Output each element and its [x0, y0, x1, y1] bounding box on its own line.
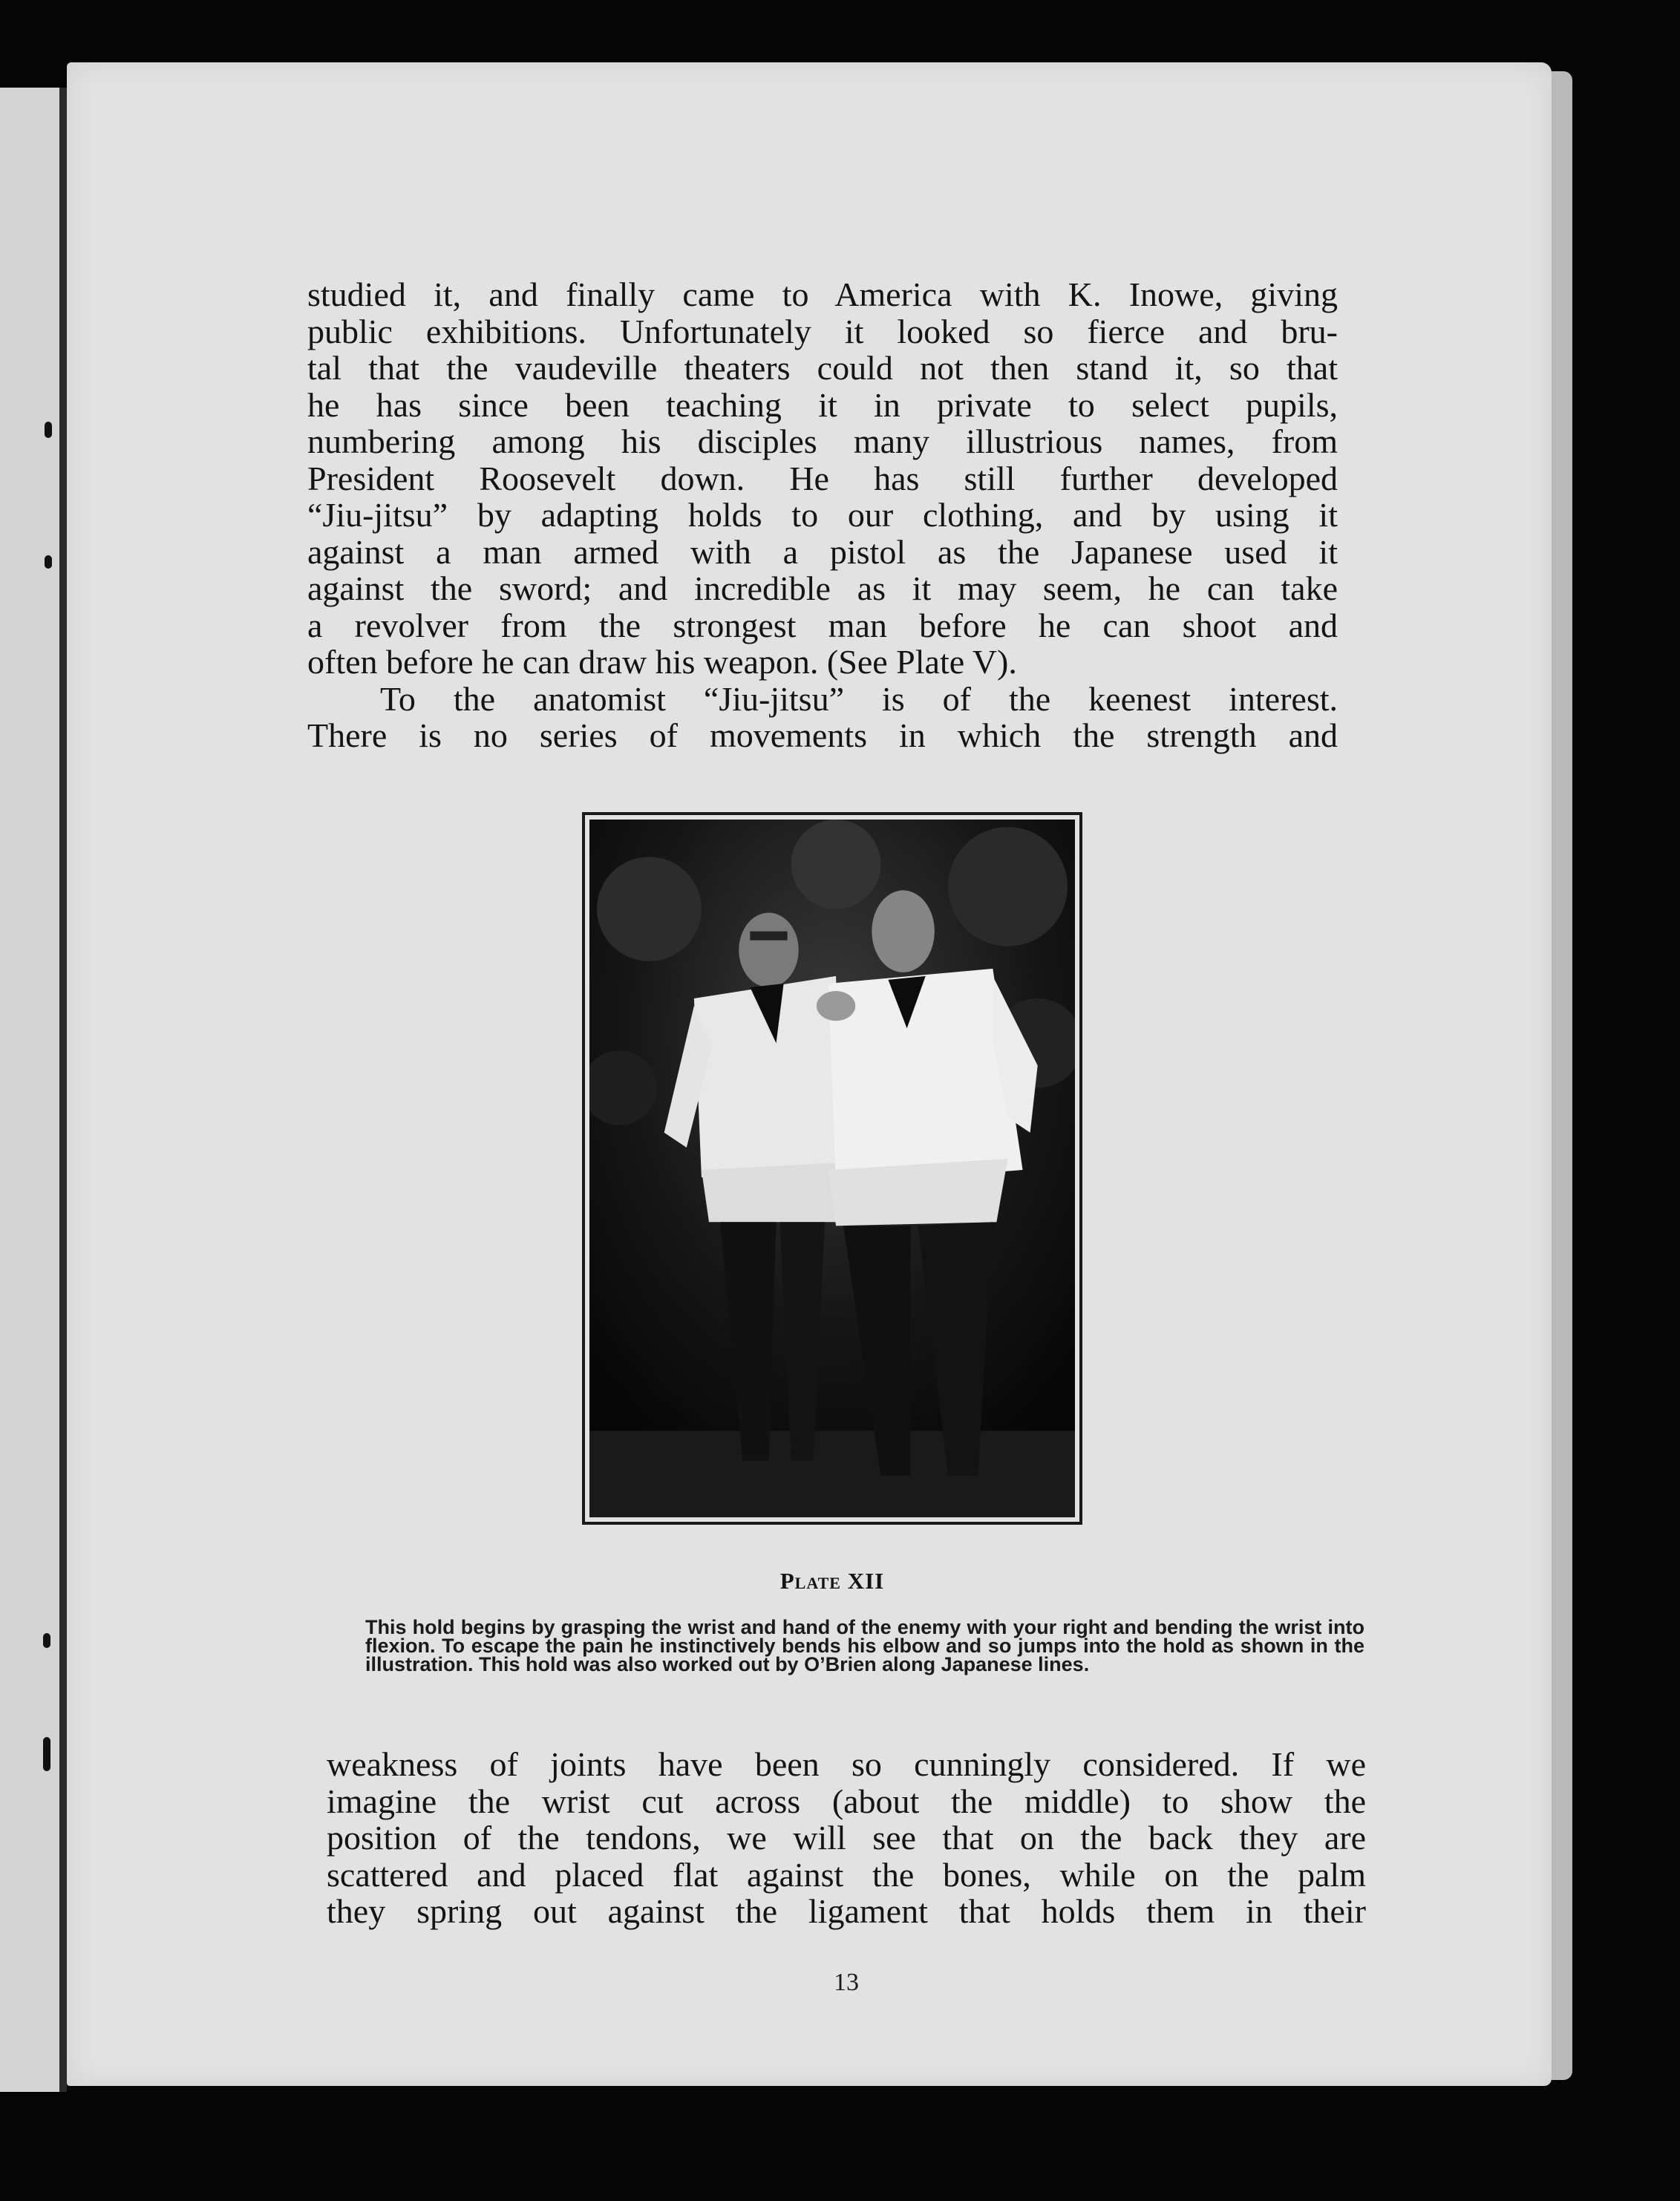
plate-photo — [589, 820, 1075, 1517]
text-line: public exhibitions. Unfortunately it looked so fierce and bru- — [307, 312, 1338, 350]
text-line: a revolver from the strongest man before he can shoot and — [307, 606, 1338, 644]
adjacent-page-edge — [0, 88, 62, 2092]
margin-mark — [45, 555, 52, 569]
text-line: There is no series of movements in which the strength and — [307, 716, 1338, 754]
text-line: position of the tendons, we will see that on the back they are — [327, 1819, 1366, 1857]
text-line: scattered and placed flat against the bones, while on the palm — [327, 1855, 1366, 1894]
plate-caption — [365, 1618, 1364, 1674]
plate-caption-text: This hold begins by grasping the wrist and hand of the enemy with your right and bending the wrist into flexion. To escape the pain he instinctively bends his elbow and so jumps into the hold as shown in the illustration. This hold was also worked out by O’Brien along Japanese lines. — [365, 1616, 1364, 1675]
text-line: To the anatomist “Jiu-jitsu” is of the keenest interest. — [380, 679, 1338, 718]
page-number: 13 — [834, 1969, 859, 1996]
margin-mark — [43, 1737, 50, 1771]
text-line: President Roosevelt down. He has still further developed — [307, 459, 1338, 497]
text-line: imagine the wrist cut across (about the middle) to show the — [327, 1782, 1366, 1820]
text-line: numbering among his disciples many illustrious names, from — [307, 422, 1338, 460]
bottom-text-block — [327, 1746, 1366, 1930]
text-line: “Jiu-jitsu” by adapting holds to our clothing, and by using it — [307, 496, 1338, 534]
text-line: studied it, and finally came to America with K. Inowe, giving — [307, 275, 1338, 313]
plate-title: Plate XII — [779, 1568, 885, 1594]
text-line: against the sword; and incredible as it may seem, he can take — [307, 569, 1338, 607]
text-line: tal that the vaudeville theaters could not then stand it, so that — [307, 349, 1338, 387]
page-gutter — [59, 88, 67, 2092]
margin-mark — [43, 1633, 50, 1648]
page-edge-shadow — [1552, 71, 1572, 2080]
text-line: he has since been teaching it in private to select pupils, — [307, 385, 1338, 424]
margin-mark — [45, 422, 52, 438]
two-men-photo-illustration — [589, 820, 1075, 1517]
text-line: weakness of joints have been so cunningly considered. If we — [327, 1745, 1366, 1783]
plate-photo-frame — [582, 812, 1082, 1525]
text-line: often before he can draw his weapon. (See Plate V). — [307, 643, 1017, 681]
text-line: against a man armed with a pistol as the Japanese used it — [307, 532, 1338, 571]
text-line: they spring out against the ligament that holds them in their — [327, 1892, 1366, 1930]
top-text-block — [307, 276, 1338, 754]
